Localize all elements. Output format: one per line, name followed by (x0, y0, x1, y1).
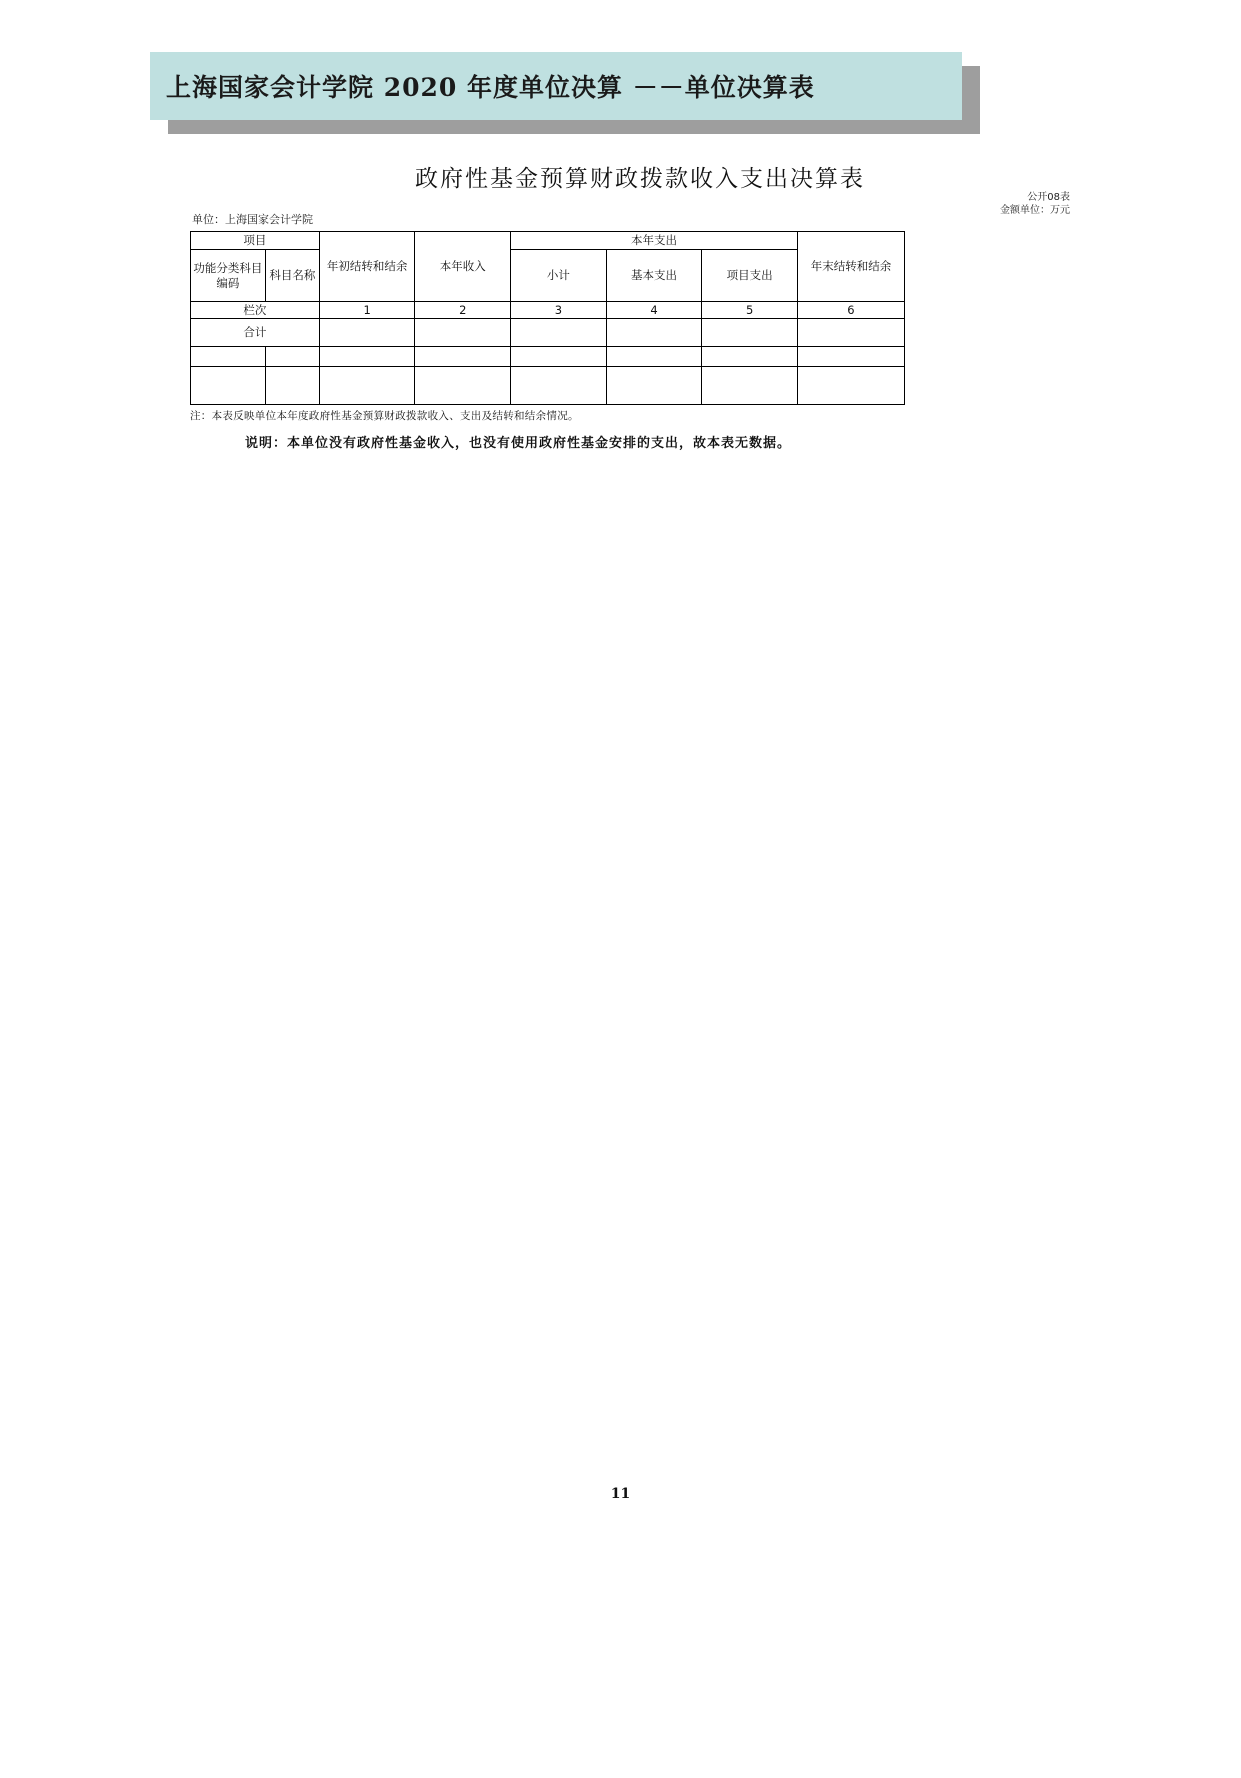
column-number-6: 6 (797, 302, 904, 319)
cell-project-expense (702, 347, 798, 367)
table-row (191, 367, 905, 405)
header-project-expense: 项目支出 (702, 250, 798, 302)
cell-subject-name (265, 347, 319, 367)
total-value-3 (511, 319, 607, 347)
header-end-balance: 年末结转和结余 (797, 232, 904, 302)
total-value-4 (606, 319, 702, 347)
table-row (191, 347, 905, 367)
row-index-label: 栏次 (191, 302, 320, 319)
sheet-meta (190, 192, 1070, 229)
banner-background (150, 52, 962, 120)
form-code: 公开08表 (1027, 192, 1070, 203)
table-header-row-1 (191, 232, 905, 250)
header-item-group: 项目 (191, 232, 320, 250)
column-number-1: 1 (319, 302, 415, 319)
cell-project-expense (702, 367, 798, 405)
cell-subtotal (511, 367, 607, 405)
column-number-4: 4 (606, 302, 702, 319)
cell-begin-balance (319, 367, 415, 405)
budget-table (190, 231, 905, 405)
decl-sheet (190, 160, 1070, 423)
amount-unit: 金额单位：万元 (1000, 205, 1070, 216)
header-subject-name: 科目名称 (265, 250, 319, 302)
cell-basic-expense (606, 367, 702, 405)
cell-basic-expense (606, 347, 702, 367)
column-number-3: 3 (511, 302, 607, 319)
header-function-code: 功能分类科目编码 (191, 250, 266, 302)
column-number-2: 2 (415, 302, 511, 319)
header-year-expense-group: 本年支出 (511, 232, 798, 250)
cell-subject-name (265, 367, 319, 405)
table-header-row-2 (191, 250, 905, 302)
cell-year-income (415, 347, 511, 367)
table-column-number-row (191, 302, 905, 319)
column-number-5: 5 (702, 302, 798, 319)
sheet-title: 政府性基金预算财政拨款收入支出决算表 (415, 166, 865, 192)
page-number: 11 (610, 1486, 631, 1502)
total-label: 合计 (191, 319, 320, 347)
cell-subtotal (511, 347, 607, 367)
unit-label: 单位：上海国家会计学院 (192, 213, 313, 226)
sheet-meta-right (1000, 191, 1070, 217)
cell-function-code (191, 367, 266, 405)
cell-year-income (415, 367, 511, 405)
total-value-1 (319, 319, 415, 347)
page-title: 上海国家会计学院 2020 年度单位决算 －－单位决算表 (166, 73, 815, 102)
cell-end-balance (797, 367, 904, 405)
cell-begin-balance (319, 347, 415, 367)
header-subtotal: 小计 (511, 250, 607, 302)
header-year-income: 本年收入 (415, 232, 511, 302)
table-row-total (191, 319, 905, 347)
cell-function-code (191, 347, 266, 367)
total-value-5 (702, 319, 798, 347)
header-basic-expense: 基本支出 (606, 250, 702, 302)
total-value-2 (415, 319, 511, 347)
explanation-text: 说明：本单位没有政府性基金收入，也没有使用政府性基金安排的支出，故本表无数据。 (245, 436, 792, 451)
total-value-6 (797, 319, 904, 347)
page-header-banner (150, 52, 980, 134)
cell-end-balance (797, 347, 904, 367)
table-footnote: 注：本表反映单位本年度政府性基金预算财政拨款收入、支出及结转和结余情况。 (190, 410, 579, 422)
header-begin-balance: 年初结转和结余 (319, 232, 415, 302)
